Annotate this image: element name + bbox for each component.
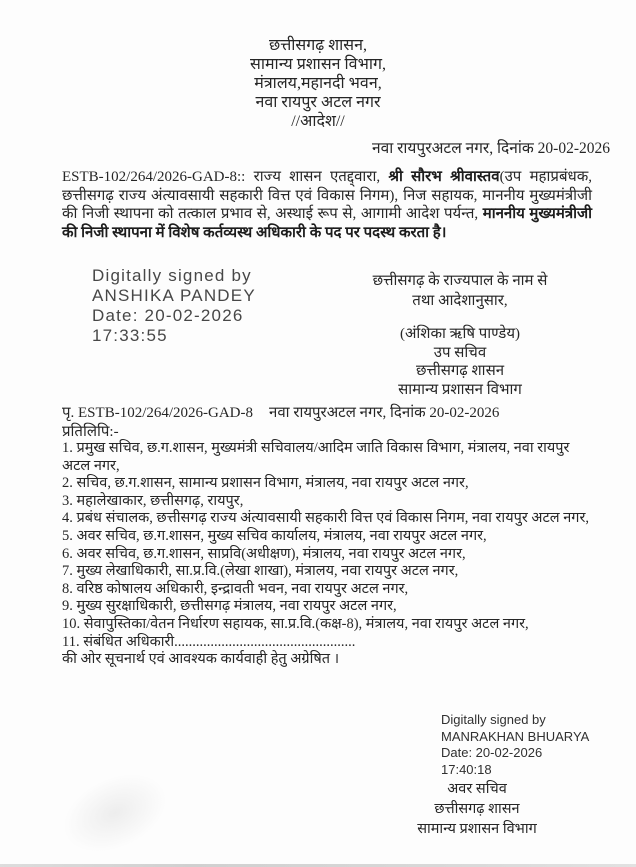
letterhead-govt: छत्तीसगढ़ शासन,: [269, 37, 367, 54]
order-segment-appointee-name: श्री सौरभ श्रीवास्तव: [388, 169, 500, 185]
signatory-name: (अंशिका ऋषि पाण्डेय): [399, 326, 521, 342]
authority-line1: छत्तीसगढ़ के राज्यपाल के नाम से: [372, 273, 548, 289]
signature-signer-name: MANRAKHAN BHUARYA: [441, 728, 590, 744]
list-item: 4. प्रबंध संचालक, छत्तीसगढ़ राज्य अंत्यावसायी सहकारी वित्त एवं विकास निगम, नवा रायपुर अटल नगर,: [62, 510, 589, 527]
order-segment: ESTB-102/264/2026-GAD-8:: राज्य शासन एतद्द्वारा,: [62, 169, 389, 185]
order-paragraph: [62, 168, 592, 242]
authority-block: [328, 271, 592, 399]
list-item: 3. महालेखाकार, छत्तीसगढ़, रायपुर,: [62, 492, 244, 509]
endorsement-ref: पृ. ESTB-102/264/2026-GAD-8: [62, 405, 254, 421]
letterhead-building: मंत्रालय,महानदी भवन,: [254, 75, 382, 92]
closing-line: की ओर सूचनार्थ एवं आवश्यक कार्यवाही हेतु अग्रेषित ।: [62, 651, 340, 668]
order-segment: (उप महाप्रबंधक, छत्तीसगढ़ राज्य अंत्यावसायी सहकारी वित्त एवं विकास निगम), निज सहायक, माननीय मुख्यमंत्रीजी की निजी स्थापना को तत्काल प्रभाव से, अस्थाई रूप से, आगामी आदेश पर्यन्त,: [62, 169, 592, 222]
list-item: 10. सेवापुस्तिका/वेतन निर्धारण सहायक, सा.प्र.वि.(कक्ष-8), मंत्रालय, नवा रायपुर अटल नगर,: [62, 615, 529, 632]
order-segment-posting: माननीय मुख्यमंत्रीजी की निजी स्थापना में विशेष कर्तव्यस्थ अधिकारी के पद पर पदस्थ करता है।: [62, 206, 593, 241]
signature-time: 17:40:18: [441, 761, 492, 777]
list-item: 11. संबंधित अधिकारी..................................................: [62, 633, 356, 650]
copy-to-label: प्रतिलिपि:-: [62, 424, 119, 440]
letterhead: [0, 36, 636, 131]
order-caption: //आदेश//: [291, 113, 345, 130]
authority-line2: तथा आदेशानुसार,: [412, 293, 508, 309]
signatory-title: अवर सचिव: [447, 781, 507, 797]
endorsement-dateline: नवा रायपुरअटल नगर, दिनांक 20-02-2026: [269, 405, 500, 421]
bottom-signatory-block: [372, 779, 582, 839]
list-item: 6. अवर सचिव, छ.ग.शासन, साप्रवि(अधीक्षण), मंत्रालय, नवा रायपुर अटल नगर,: [62, 545, 466, 562]
signatory-dept: सामान्य प्रशासन विभाग: [398, 381, 522, 398]
signature-date: Date: 20-02-2026: [92, 306, 244, 325]
signature-date: Date: 20-02-2026: [441, 745, 543, 760]
signatory-title: उप सचिव: [433, 344, 487, 361]
signature-signer-name: ANSHIKA PANDEY: [92, 286, 256, 305]
endorsement-row: [62, 402, 592, 422]
list-item: 7. मुख्य लेखाधिकारी, सा.प्र.वि.(लेखा शाखा), मंत्रालय, नवा रायपुर अटल नगर,: [62, 563, 459, 580]
copy-to-list: [62, 440, 592, 669]
signatory-govt: छत्तीसगढ़ शासन: [434, 801, 520, 817]
signatory-block: [328, 325, 592, 399]
dateline: नवा रायपुरअटल नगर, दिनांक 20-02-2026: [371, 140, 610, 157]
signature-time: 17:33:55: [92, 326, 168, 345]
letterhead-dept: सामान्य प्रशासन विभाग,: [250, 56, 386, 73]
scan-smudge-artifact: [50, 758, 179, 867]
signatory-govt: छत्तीसगढ़ शासन: [415, 363, 505, 379]
list-item: 1. प्रमुख सचिव, छ.ग.शासन, मुख्यमंत्री सचिवालय/आदिम जाति विकास विभाग, मंत्रालय, नवा रायपुर अटल नगर,: [62, 440, 570, 474]
list-item: 5. अवर सचिव, छ.ग.शासन, मुख्य सचिव कार्यालय, मंत्रालय, नवा रायपुर अटल नगर,: [62, 527, 487, 544]
list-item: 9. मुख्य सुरक्षाधिकारी, छत्तीसगढ़ मंत्रालय, नवा रायपुर अटल नगर,: [62, 598, 397, 615]
digital-signature-manrakhan: [441, 712, 589, 778]
letterhead-city: नवा रायपुर अटल नगर: [255, 94, 381, 111]
list-item: 2. सचिव, छ.ग.शासन, सामान्य प्रशासन विभाग, मंत्रालय, नवा रायपुर अटल नगर,: [62, 475, 469, 492]
list-item: 8. वरिष्ठ कोषालय अधिकारी, इन्द्रावती भवन, नवा रायपुर अटल नगर,: [62, 580, 409, 597]
signature-signed-by-label: Digitally signed by: [441, 712, 546, 727]
signature-signed-by-label: Digitally signed by: [92, 266, 252, 285]
digital-signature-anshika: [92, 266, 256, 346]
signatory-dept: सामान्य प्रशासन विभाग: [417, 821, 537, 837]
